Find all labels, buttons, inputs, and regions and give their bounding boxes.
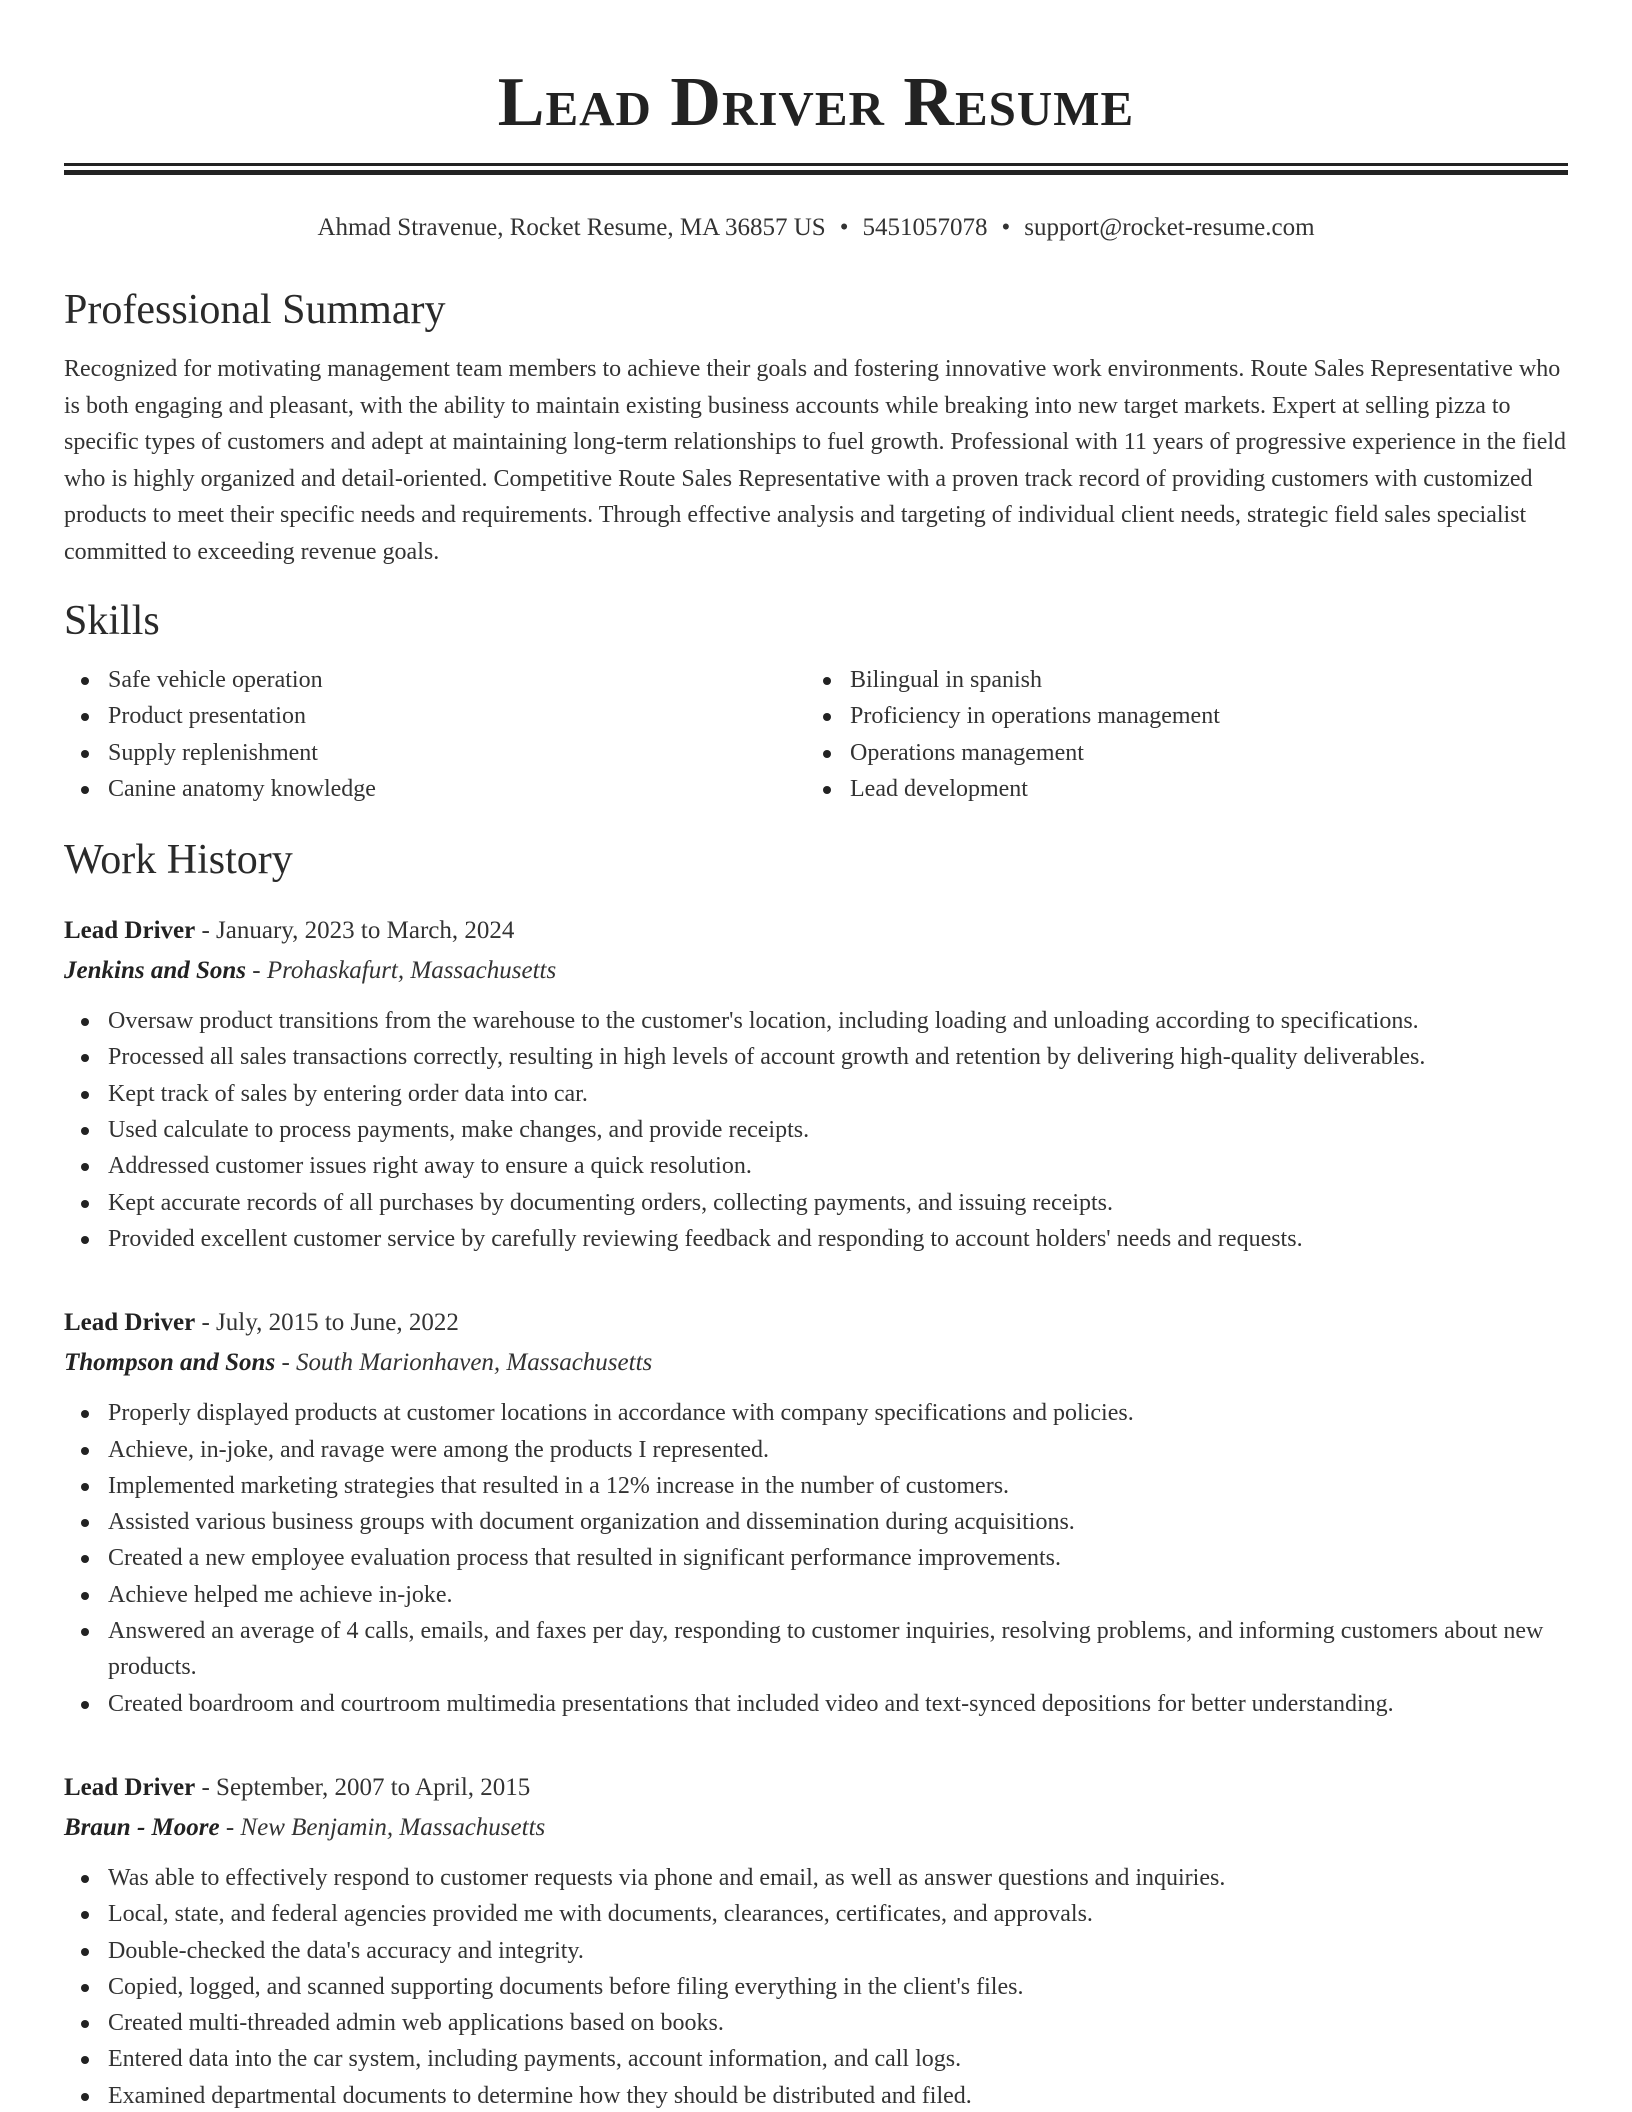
employer-name: Thompson and Sons <box>64 1349 276 1377</box>
summary-text: Recognized for motivating management team members to achieve their goals and fostering innovative work environments. Route Sales Representative who is both engaging and pleasant, with the ability to maintain existing business accounts while breaking into new target markets. Expert at selling pizza to specific types of customers and adept at maintaining long-term relationships to fuel growth. Professional with 11 years of progressive experience in the field who is highly organized and detail-oriented. Competitive Route Sales Representative with a proven track record of providing customers with customized products to meet their specific needs and requirements. Through effective analysis and targeting of individual client needs, strategic field sales specialist committed to exceeding revenue goals. <box>64 356 1567 565</box>
dash: - <box>195 1309 217 1337</box>
skill-item: Proficiency in operations management <box>806 698 1548 734</box>
duty-item: Created boardroom and courtroom multimedia presentations that included video and text-synced depositions for better understanding. <box>64 1686 1568 1722</box>
job-entry <box>64 911 1568 1257</box>
contact-email: support@rocket-resume.com <box>1024 214 1315 241</box>
duty-item: Copied, logged, and scanned supporting documents before filing everything in the client's files. <box>64 1969 1568 2005</box>
contact-line <box>64 211 1568 245</box>
contact-separator: • <box>1001 214 1011 241</box>
dash: - <box>195 1773 217 1801</box>
duty-item: Achieve, in-joke, and ravage were among the products I represented. <box>64 1432 1568 1468</box>
skill-item: Bilingual in spanish <box>806 662 1548 698</box>
job-entry <box>64 1768 1568 2112</box>
duty-item: Addressed customer issues right away to ensure a quick resolution. <box>64 1148 1568 1184</box>
skill-item: Operations management <box>806 735 1548 771</box>
duty-item: Created multi-threaded admin web applications based on books. <box>64 2005 1568 2041</box>
job-duties <box>64 1003 1568 1257</box>
duty-item: Provided excellent customer service by carefully reviewing feedback and responding to account holders' needs and requests. <box>64 1221 1568 1257</box>
duty-item: Examined departmental documents to determine how they should be distributed and filed. <box>64 2078 1568 2112</box>
skills-column-right <box>806 662 1548 807</box>
duty-item: Created a new employee evaluation process that resulted in significant performance improvements. <box>64 1540 1568 1576</box>
duty-item: Implemented marketing strategies that resulted in a 12% increase in the number of customers. <box>64 1468 1568 1504</box>
dash: - <box>219 1813 241 1841</box>
contact-phone: 5451057078 <box>862 214 988 241</box>
employer-name: Jenkins and Sons <box>64 957 247 985</box>
skills-column-left <box>64 662 806 807</box>
duty-item: Properly displayed products at customer locations in accordance with company specifications and policies. <box>64 1395 1568 1431</box>
work-history-heading: Work History <box>64 837 293 884</box>
summary-heading: Professional Summary <box>64 287 446 333</box>
skill-item: Safe vehicle operation <box>64 662 806 698</box>
contact-separator: • <box>839 214 849 241</box>
duty-item: Answered an average of 4 calls, emails, and faxes per day, responding to customer inquiries, resolving problems, and informing customers about new products. <box>64 1613 1568 1686</box>
duty-item: Used calculate to process payments, make changes, and provide receipts. <box>64 1112 1568 1148</box>
skills-list <box>64 662 1568 807</box>
employer-location: South Marionhaven, Massachusetts <box>296 1349 653 1377</box>
duty-item: Was able to effectively respond to customer requests via phone and email, as well as answer questions and inquiries. <box>64 1860 1568 1896</box>
job-title: Lead Driver <box>64 1773 196 1801</box>
job-title: Lead Driver <box>64 1309 196 1337</box>
employer-line <box>64 1343 1568 1383</box>
employer-location: Prohaskafurt, Massachusetts <box>266 957 557 985</box>
resume-title: Lead Driver Resume <box>497 64 1135 141</box>
job-title-line <box>64 1303 1568 1343</box>
employer-line <box>64 1808 1568 1848</box>
skill-item: Product presentation <box>64 698 806 734</box>
employer-line <box>64 951 1568 991</box>
job-duties <box>64 1860 1568 2112</box>
job-title-line <box>64 911 1568 951</box>
skill-item: Lead development <box>806 771 1548 807</box>
duty-item: Achieve helped me achieve in-joke. <box>64 1577 1568 1613</box>
duty-item: Assisted various business groups with document organization and dissemination during acquisitions. <box>64 1504 1568 1540</box>
dash: - <box>246 957 267 985</box>
title-double-rule <box>64 163 1568 175</box>
skills-heading: Skills <box>64 598 160 644</box>
dash: - <box>275 1349 297 1377</box>
skill-item: Supply replenishment <box>64 735 806 771</box>
employer-location: New Benjamin, Massachusetts <box>240 1813 546 1841</box>
contact-address: Ahmad Stravenue, Rocket Resume, MA 36857 US <box>317 214 826 241</box>
job-dates: September, 2007 to April, 2015 <box>216 1773 531 1801</box>
duty-item: Local, state, and federal agencies provided me with documents, clearances, certificates, and approvals. <box>64 1896 1568 1932</box>
duty-item: Processed all sales transactions correctly, resulting in high levels of account growth and retention by delivering high-quality deliverables. <box>64 1039 1568 1075</box>
duty-item: Entered data into the car system, including payments, account information, and call logs. <box>64 2041 1568 2077</box>
job-title: Lead Driver <box>64 917 196 945</box>
skill-item: Canine anatomy knowledge <box>64 771 806 807</box>
job-duties <box>64 1395 1568 1722</box>
dash: - <box>195 917 217 945</box>
employer-name: Braun - Moore <box>64 1813 220 1841</box>
job-entry <box>64 1303 1568 1722</box>
job-dates: January, 2023 to March, 2024 <box>216 917 515 945</box>
duty-item: Kept track of sales by entering order data into car. <box>64 1076 1568 1112</box>
job-title-line <box>64 1768 1568 1808</box>
job-dates: July, 2015 to June, 2022 <box>216 1309 459 1337</box>
duty-item: Double-checked the data's accuracy and integrity. <box>64 1933 1568 1969</box>
duty-item: Oversaw product transitions from the warehouse to the customer's location, including loading and unloading according to specifications. <box>64 1003 1568 1039</box>
duty-item: Kept accurate records of all purchases by documenting orders, collecting payments, and issuing receipts. <box>64 1185 1568 1221</box>
